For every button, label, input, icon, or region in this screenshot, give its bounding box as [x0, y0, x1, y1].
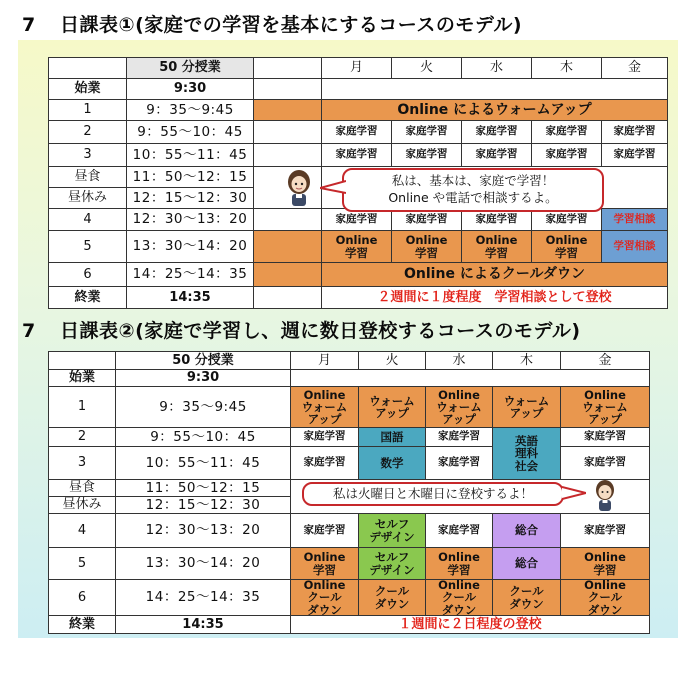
t2-break-label: 昼休み [49, 497, 116, 514]
t1-online-study: Online 学習 [532, 231, 602, 263]
t2-online-warmup: Online ウォーム アップ [291, 387, 359, 428]
t1-consult: 学習相談 [602, 231, 668, 263]
speech-line-2: Online や電話で相談するよ。 [388, 190, 558, 205]
t2-end-time: 14:35 [116, 616, 291, 634]
t2-warmup: ウォーム アップ [493, 387, 561, 428]
t1-home-study: 家庭学習 [532, 209, 602, 231]
t1-online-study: Online 学習 [462, 231, 532, 263]
t1-row5-time: 13：30〜14：20 [127, 231, 254, 263]
t1-lunch-label: 昼食 [49, 167, 127, 188]
t1-break-time: 12：15〜12：30 [127, 188, 254, 209]
t1-cell [322, 79, 668, 100]
t2-online-study: Online 学習 [291, 548, 359, 580]
t1-row3-time: 10：55〜11：45 [127, 144, 254, 167]
t1-home-study: 家庭学習 [462, 121, 532, 144]
t2-home-study: 家庭学習 [561, 514, 650, 548]
t2-footer-note: １週間に２日程度の登校 [291, 616, 650, 634]
section2-heading [22, 316, 581, 343]
t2-online-study: Online 学習 [561, 548, 650, 580]
t2-row2-label: 2 [49, 428, 116, 447]
t2-sogo: 総合 [493, 514, 561, 548]
t1-home-study: 家庭学習 [392, 144, 462, 167]
t1-home-study: 家庭学習 [602, 144, 668, 167]
t1-cell [254, 231, 322, 263]
speech-bubble-2 [302, 482, 564, 506]
t1-row3-label: 3 [49, 144, 127, 167]
student-avatar-icon [285, 168, 313, 208]
t2-row3-label: 3 [49, 447, 116, 480]
t1-day-fri: 金 [602, 58, 668, 79]
t2-row-start-time: 9:30 [116, 370, 291, 387]
student-avatar-icon [593, 478, 617, 512]
t2-home-study: 家庭学習 [561, 447, 650, 480]
speech-bubble-1 [342, 168, 604, 212]
t1-day-thu: 木 [532, 58, 602, 79]
t2-self-design: セルフ デザイン [359, 514, 426, 548]
t1-home-study: 家庭学習 [602, 121, 668, 144]
t1-day-mon: 月 [322, 58, 392, 79]
t2-home-study: 家庭学習 [291, 447, 359, 480]
t2-kokugo: 国語 [359, 428, 426, 447]
section2-number: 7 [22, 320, 36, 342]
t1-cell [254, 100, 322, 121]
t2-row5-label: 5 [49, 548, 116, 580]
t2-warmup: ウォーム アップ [359, 387, 426, 428]
speech-line-1: 私は、基本は、家庭で学習！ [391, 173, 555, 189]
speech-pointer [320, 180, 346, 194]
t2-header-blank [49, 352, 116, 370]
t2-home-study: 家庭学習 [426, 447, 493, 480]
t1-home-study: 家庭学習 [392, 121, 462, 144]
t2-home-study: 家庭学習 [426, 428, 493, 447]
section2-title: 日課表②(家庭で学習し、週に数日登校するコースのモデル) [60, 320, 581, 342]
t2-day-tue: 火 [359, 352, 426, 370]
t2-home-study: 家庭学習 [426, 514, 493, 548]
speech-pointer-2 [562, 486, 586, 500]
t2-online-study: Online 学習 [426, 548, 493, 580]
t2-self-design: セルフ デザイン [359, 548, 426, 580]
t1-header-blank [49, 58, 127, 79]
t1-row2-time: 9：55〜10：45 [127, 121, 254, 144]
t2-home-study: 家庭学習 [291, 514, 359, 548]
t2-eigo-rika-shakai: 英語 理科 社会 [493, 428, 561, 480]
t2-end-label: 終業 [49, 616, 116, 634]
t2-row4-time: 12：30〜13：20 [116, 514, 291, 548]
t1-header-gap [254, 58, 322, 79]
t2-lunch-label: 昼食 [49, 480, 116, 497]
t2-online-cooldown: Online クール ダウン [291, 580, 359, 616]
t2-lunch-time: 11：50〜12：15 [116, 480, 291, 497]
t2-day-mon: 月 [291, 352, 359, 370]
t1-row5-label: 5 [49, 231, 127, 263]
t1-cell [254, 121, 322, 144]
t2-day-fri: 金 [561, 352, 650, 370]
t2-sugaku: 数学 [359, 447, 426, 480]
t1-cell [254, 287, 322, 309]
t1-footer-note: ２週間に１度程度 学習相談として登校 [322, 287, 668, 309]
t2-break-time: 12：15〜12：30 [116, 497, 291, 514]
t1-row2-label: 2 [49, 121, 127, 144]
t2-online-cooldown: Online クール ダウン [426, 580, 493, 616]
t1-home-study: 家庭学習 [392, 209, 462, 231]
t1-lunch-time: 11：50〜12：15 [127, 167, 254, 188]
section1-title: 日課表①(家庭での学習を基本にするコースのモデル) [60, 14, 523, 36]
t2-row4-label: 4 [49, 514, 116, 548]
t1-home-study: 家庭学習 [322, 144, 392, 167]
t1-row4-label: 4 [49, 209, 127, 231]
t1-row6-label: 6 [49, 263, 127, 287]
t2-row5-time: 13：30〜14：20 [116, 548, 291, 580]
t1-cooldown: Online によるクールダウン [322, 263, 668, 287]
t2-row3-time: 10：55〜11：45 [116, 447, 291, 480]
t1-warmup: Online によるウォームアップ [322, 100, 668, 121]
t1-day-tue: 火 [392, 58, 462, 79]
t2-cooldown: クール ダウン [493, 580, 561, 616]
t1-home-study: 家庭学習 [532, 121, 602, 144]
t2-home-study: 家庭学習 [291, 428, 359, 447]
t1-online-study: Online 学習 [392, 231, 462, 263]
t1-row4-time: 12：30〜13：20 [127, 209, 254, 231]
t2-sogo: 総合 [493, 548, 561, 580]
t2-row1-time: 9：35〜9:45 [116, 387, 291, 428]
t1-cell [254, 79, 322, 100]
t2-day-thu: 木 [493, 352, 561, 370]
t2-header-period: 50 分授業 [116, 352, 291, 370]
t1-home-study: 家庭学習 [322, 121, 392, 144]
t2-online-warmup: Online ウォーム アップ [561, 387, 650, 428]
section1-number: 7 [22, 14, 36, 36]
t1-online-study: Online 学習 [322, 231, 392, 263]
t2-cooldown: クール ダウン [359, 580, 426, 616]
speech-line: 私は火曜日と木曜日に登校するよ！ [332, 485, 533, 501]
t1-end-time: 14:35 [127, 287, 254, 309]
t1-break-label: 昼休み [49, 188, 127, 209]
t1-cell [254, 263, 322, 287]
t2-cell [291, 370, 650, 387]
t2-row6-time: 14：25〜14：35 [116, 580, 291, 616]
t1-end-label: 終業 [49, 287, 127, 309]
t2-row-start-label: 始業 [49, 370, 116, 387]
t2-day-wed: 水 [426, 352, 493, 370]
t2-home-study: 家庭学習 [561, 428, 650, 447]
t2-row1-label: 1 [49, 387, 116, 428]
section1-heading [22, 10, 522, 37]
t1-cell [254, 144, 322, 167]
t1-header-period: 50 分授業 [127, 58, 254, 79]
t1-home-study: 家庭学習 [322, 209, 392, 231]
t1-home-study: 家庭学習 [462, 209, 532, 231]
t1-home-study: 家庭学習 [462, 144, 532, 167]
t1-day-wed: 水 [462, 58, 532, 79]
t1-row-start-time: 9:30 [127, 79, 254, 100]
t1-row6-time: 14：25〜14：35 [127, 263, 254, 287]
t1-home-study: 家庭学習 [532, 144, 602, 167]
t2-row6-label: 6 [49, 580, 116, 616]
t1-row1-label: 1 [49, 100, 127, 121]
t2-row2-time: 9：55〜10：45 [116, 428, 291, 447]
t1-row1-time: 9：35〜9:45 [127, 100, 254, 121]
t1-consult: 学習相談 [602, 209, 668, 231]
t2-online-cooldown: Online クール ダウン [561, 580, 650, 616]
t2-online-warmup: Online ウォーム アップ [426, 387, 493, 428]
t1-cell [254, 209, 322, 231]
t1-row-start-label: 始業 [49, 79, 127, 100]
